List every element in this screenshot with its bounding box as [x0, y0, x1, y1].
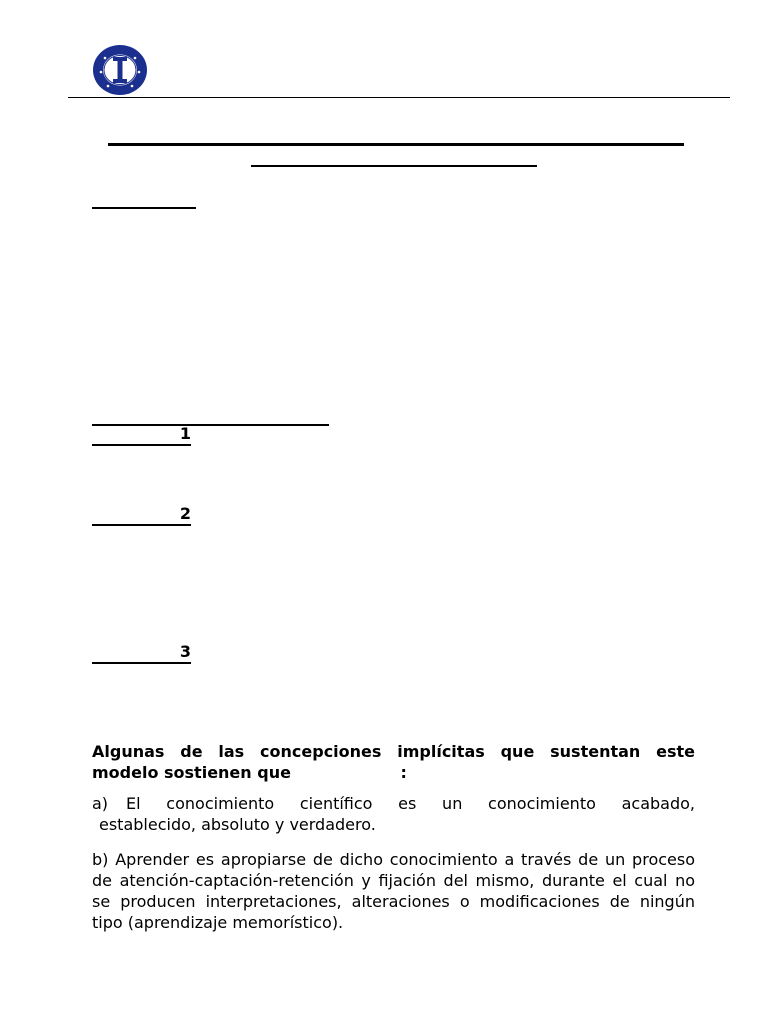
- list-item-a-line1: El conocimiento científico es un conocimiento acabado,: [126, 794, 695, 813]
- list-item-b: [92, 849, 695, 933]
- intro-paragraph: [92, 741, 695, 783]
- list-item-b-text: Aprender es apropiarse de dicho conocimiento a través de un proceso de atención-captación-retención y fijación del mismo, durante el cual no se producen interpretaciones, alteraciones o modificaciones de ningún tipo (aprendizaje memorístico).: [92, 850, 695, 932]
- section-heading-rule: [92, 207, 196, 209]
- list-item-a-line2: establecido, absoluto y verdadero.: [99, 815, 376, 834]
- item-number-2: 2: [92, 504, 191, 526]
- list-item-a: [92, 793, 695, 835]
- item-number-1: 1: [92, 424, 191, 446]
- item-number-3: 3: [92, 642, 191, 664]
- body-text: [92, 741, 695, 943]
- institution-logo: [92, 44, 148, 96]
- list-item-b-marker: b): [92, 850, 109, 869]
- intro-text: Algunas de las concepciones implícitas que sustentan este modelo sostienen que: [92, 742, 695, 782]
- list-item-a-marker: a): [92, 794, 109, 813]
- header-divider: [68, 97, 730, 98]
- title-rule-2: [251, 165, 537, 167]
- title-rule-1: [108, 143, 684, 146]
- intro-colon: :: [400, 763, 407, 782]
